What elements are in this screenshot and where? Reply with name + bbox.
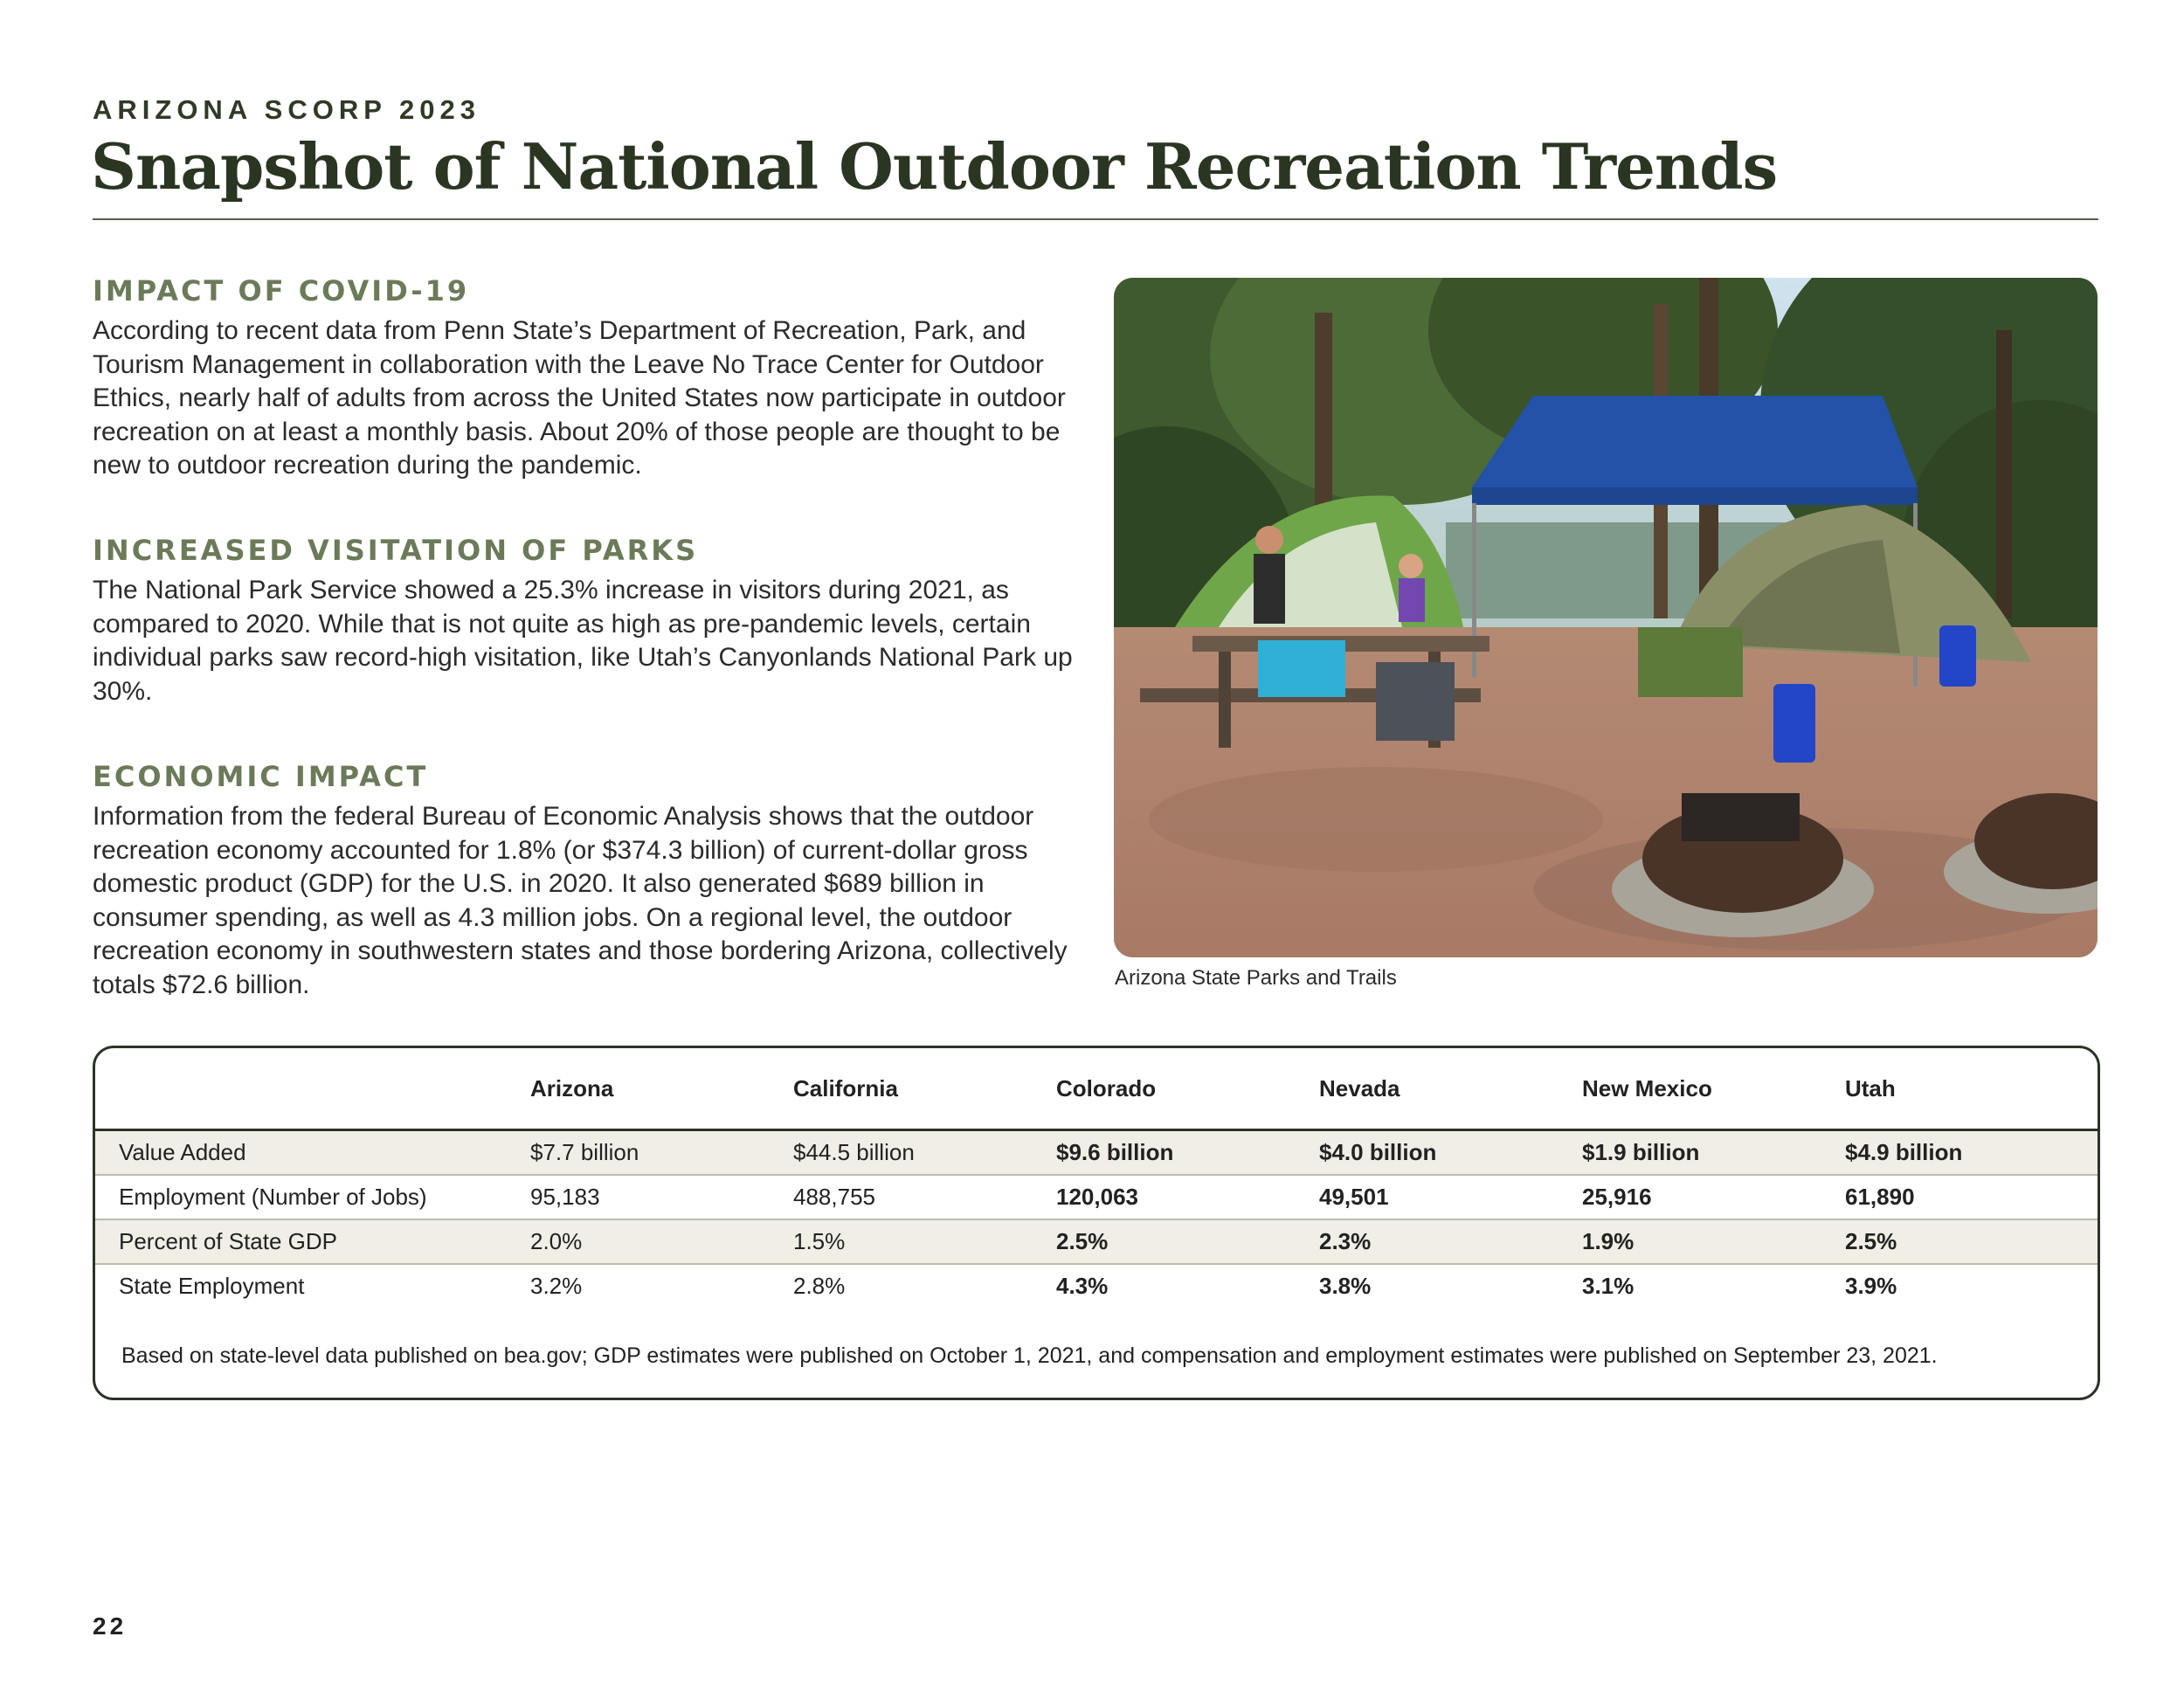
table-cell: 3.2% [530, 1273, 583, 1299]
table-cell: 120,063 [1056, 1175, 1319, 1219]
table-row [95, 1175, 2098, 1219]
column-header: Utah [1845, 1048, 2098, 1130]
section-heading: ECONOMIC IMPACT [93, 760, 429, 793]
column-header [95, 1048, 530, 1130]
table-cell: $1.9 billion [1582, 1130, 1845, 1176]
table-cell: 95,183 [530, 1175, 793, 1219]
table-cell: 2.5% [1845, 1219, 2098, 1264]
column-header: Arizona [530, 1048, 793, 1130]
table-cell: $4.9 billion [1845, 1130, 2098, 1176]
table-cell: 2.5% [1056, 1219, 1319, 1264]
table-cell: 2.8% [793, 1273, 846, 1299]
table-cell: 2.0% [530, 1219, 793, 1264]
table-cell: 3.9% [1845, 1273, 1897, 1299]
economic-table-box [93, 1046, 2100, 1400]
photo-caption: Arizona State Parks and Trails [1115, 966, 1397, 990]
column-header: Nevada [1319, 1048, 1582, 1130]
section-heading: INCREASED VISITATION OF PARKS [93, 534, 699, 567]
row-label: Percent of State GDP [95, 1219, 530, 1264]
table-cell: 3.8% [1319, 1273, 1372, 1299]
table-cell: $9.6 billion [1056, 1130, 1319, 1176]
table-cell: $4.0 billion [1319, 1130, 1582, 1176]
campsite-photo [1114, 278, 2098, 957]
table-cell: $7.7 billion [530, 1130, 793, 1176]
row-label: State Employment [119, 1273, 305, 1299]
row-label: Value Added [95, 1130, 530, 1176]
section-economic-impact [93, 760, 1097, 1002]
table-row [95, 1264, 2098, 1308]
eyebrow-label: ARIZONA SCORP 2023 [93, 94, 480, 125]
table-cell: 49,501 [1319, 1175, 1582, 1219]
column-header: New Mexico [1582, 1048, 1845, 1130]
section-heading: IMPACT OF COVID-19 [93, 274, 470, 307]
table-row [95, 1219, 2098, 1264]
table-header-row [95, 1048, 2098, 1130]
table-cell: $44.5 billion [793, 1130, 1056, 1176]
section-body: According to recent data from Penn State’s Department of Recreation, Park, and Tourism Management in collaboration with the Leave No Trace Center for Outdoor Ethics, nearly half of adults from across the United States now participate in outdoor recreation on at least a monthly basis. About 20% of those people are thought to be new to outdoor recreation during the pandemic. [93, 316, 1066, 480]
title-divider [93, 218, 2098, 220]
table-cell: 1.5% [793, 1219, 1056, 1264]
column-header: Colorado [1056, 1048, 1319, 1130]
row-label: Employment (Number of Jobs) [95, 1175, 530, 1219]
table-footnote: Based on state-level data published on bea.gov; GDP estimates were published on October 1, 2021, and compensation and employment estimates were published on September 23, 2021. [121, 1343, 1938, 1368]
economic-data-table [95, 1048, 2098, 1308]
table-cell: 3.1% [1582, 1273, 1635, 1299]
section-body: The National Park Service showed a 25.3% increase in visitors during 2021, as compared to 2020. While that is not quite as high as pre-pandemic levels, certain individual parks saw record-high visitation, like Utah’s Canyonlands National Park up 30%. [93, 576, 1073, 706]
column-header: California [793, 1048, 1056, 1130]
table-cell: 488,755 [793, 1175, 1056, 1219]
table-cell: 4.3% [1056, 1273, 1109, 1299]
section-body: Information from the federal Bureau of Economic Analysis shows that the outdoor recreation economy accounted for 1.8% (or $374.3 billion) of current-dollar gross domestic product (GDP) for the U.S. in 2020. It also generated $689 billion in consumer spending, as well as 4.3 million jobs. On a regional level, the outdoor recreation economy in southwestern states and those bordering Arizona, collectively totals $72.6 billion. [93, 802, 1068, 999]
section-park-visitation [93, 534, 1097, 708]
table-cell: 1.9% [1582, 1219, 1845, 1264]
table-cell: 2.3% [1319, 1219, 1582, 1264]
page-number: 22 [93, 1612, 128, 1640]
section-covid-impact [93, 274, 1097, 483]
table-cell: 61,890 [1845, 1175, 2098, 1219]
page-title: Snapshot of National Outdoor Recreation Trends [91, 129, 1778, 204]
table-cell: 25,916 [1582, 1175, 1845, 1219]
table-row [95, 1130, 2098, 1176]
